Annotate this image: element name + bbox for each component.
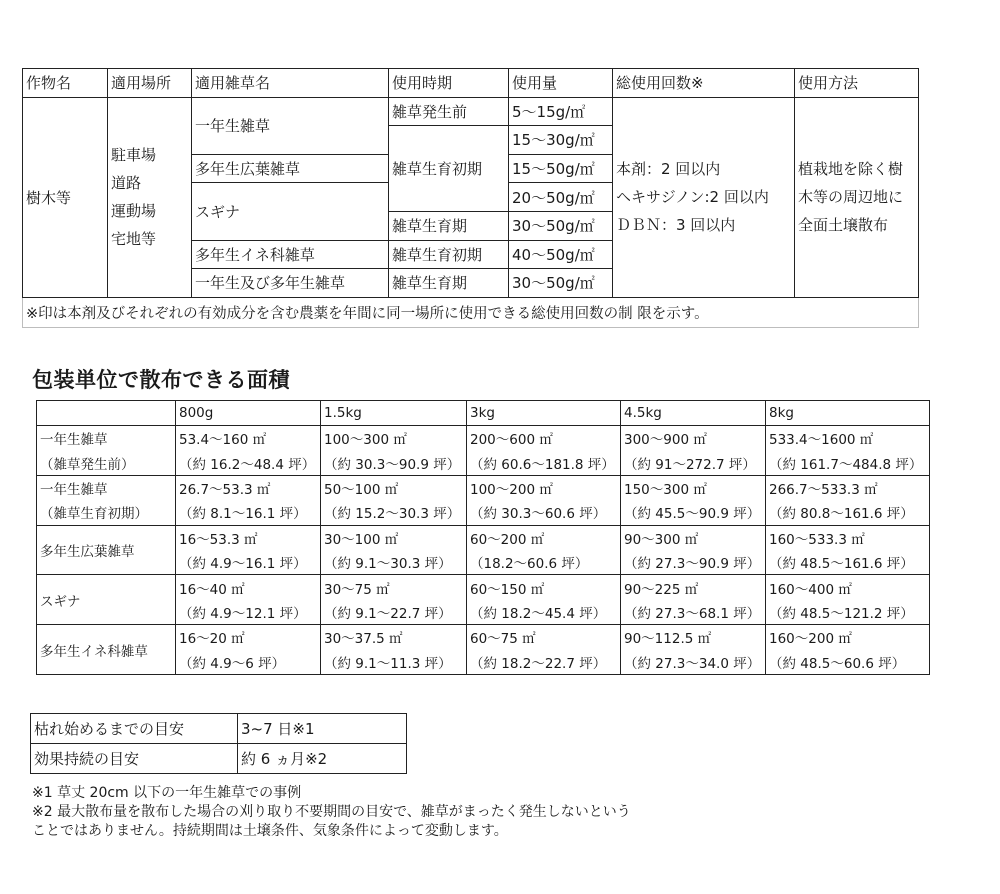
header-place: 適用場所: [108, 69, 192, 98]
area-value-sqm: 100～200 ㎡: [467, 475, 621, 500]
area-value-tsubo: （約 8.1～16.1 坪）: [176, 500, 321, 525]
area-header-4-5kg: 4.5kg: [621, 401, 766, 426]
area-value-tsubo: （約 4.9～16.1 坪）: [176, 550, 321, 575]
amount-cell: 40～50g/㎡: [509, 240, 613, 269]
footnote-line: ことではありません。持続期間は土壌条件、気象条件によって変動します。: [32, 823, 508, 839]
area-value-sqm: 60～75 ㎡: [467, 625, 621, 650]
method-line: 全面土壌散布: [798, 216, 889, 235]
area-value-sqm: 266.7～533.3 ㎡: [766, 475, 930, 500]
usage-note: ※印は本剤及びそれぞれの有効成分を含む農薬を年間に同一場所に使用できる総使用回数の制 限を示す。: [23, 297, 919, 327]
area-value-sqm: 90～112.5 ㎡: [621, 625, 766, 650]
area-value-sqm: 533.4～1600 ㎡: [766, 426, 930, 451]
area-value-sqm: 50～100 ㎡: [321, 475, 467, 500]
weed-cell: 一年生雑草: [192, 97, 389, 154]
time-cell: 雑草発生前: [389, 97, 509, 126]
method-line: 植栽地を除く樹: [798, 160, 904, 179]
header-crop: 作物名: [23, 69, 108, 98]
footnote-line: ※1 草丈 20cm 以下の一年生雑草での事例: [32, 785, 302, 801]
count-line: ＤＢＮ：3 回以内: [616, 216, 736, 235]
place-item: 道路: [111, 174, 142, 193]
area-value-tsubo: （約 48.5～161.6 坪）: [766, 550, 930, 575]
time-cell: 雑草生育初期: [389, 126, 509, 212]
area-value-sqm: 160～533.3 ㎡: [766, 525, 930, 550]
area-value-tsubo: （約 30.3～60.6 坪）: [467, 500, 621, 525]
weed-cell: 多年生広葉雑草: [192, 154, 389, 183]
header-weed: 適用雑草名: [192, 69, 389, 98]
area-value-tsubo: （約 45.5～90.9 坪）: [621, 500, 766, 525]
area-value-sqm: 160～400 ㎡: [766, 575, 930, 600]
area-value-tsubo: （約 48.5～121.2 坪）: [766, 600, 930, 625]
amount-cell: 5～15g/㎡: [509, 97, 613, 126]
count-line: ヘキサジノン:2 回以内: [616, 188, 769, 207]
guide-value: 3~7 日※1: [238, 714, 407, 744]
area-value-tsubo: （約 9.1～30.3 坪）: [321, 550, 467, 575]
area-value-tsubo: （約 4.9～12.1 坪）: [176, 600, 321, 625]
area-value-sqm: 26.7～53.3 ㎡: [176, 475, 321, 500]
area-value-sqm: 160～200 ㎡: [766, 625, 930, 650]
area-value-tsubo: （約 161.7～484.8 坪）: [766, 450, 930, 475]
area-row-label: 一年生雑草: [37, 426, 176, 451]
amount-cell: 30～50g/㎡: [509, 211, 613, 240]
area-row-label: スギナ: [37, 575, 176, 625]
area-value-tsubo: （約 18.2～45.4 坪）: [467, 600, 621, 625]
area-row-label: 多年生広葉雑草: [37, 525, 176, 575]
area-row-label: 一年生雑草: [37, 475, 176, 500]
area-value-tsubo: （約 91～272.7 坪）: [621, 450, 766, 475]
area-value-sqm: 200～600 ㎡: [467, 426, 621, 451]
area-row-sublabel: （雑草生育初期）: [37, 500, 176, 525]
area-value-sqm: 90～300 ㎡: [621, 525, 766, 550]
guide-value: 約 6 ヵ月※2: [238, 744, 407, 774]
method-line: 木等の周辺地に: [798, 188, 904, 207]
area-value-sqm: 30～37.5 ㎡: [321, 625, 467, 650]
guide-table: [30, 713, 407, 774]
area-value-tsubo: （約 27.3～34.0 坪）: [621, 650, 766, 675]
area-value-tsubo: （約 18.2～22.7 坪）: [467, 650, 621, 675]
area-value-sqm: 30～75 ㎡: [321, 575, 467, 600]
guide-row: [31, 744, 407, 774]
area-value-tsubo: （約 4.9～6 坪）: [176, 650, 321, 675]
time-cell: 雑草生育初期: [389, 240, 509, 269]
area-value-tsubo: （約 9.1～22.7 坪）: [321, 600, 467, 625]
area-value-sqm: 60～200 ㎡: [467, 525, 621, 550]
place-item: 宅地等: [111, 230, 157, 249]
count-cell: [613, 97, 795, 297]
crop-cell: 樹木等: [23, 97, 108, 297]
guide-key: 枯れ始めるまでの目安: [31, 714, 238, 744]
header-method: 使用方法: [795, 69, 919, 98]
place-cell: [108, 97, 192, 297]
place-item: 運動場: [111, 202, 157, 221]
area-value-sqm: 30～100 ㎡: [321, 525, 467, 550]
header-count: 総使用回数※: [613, 69, 795, 98]
footnote-line: ※2 最大散布量を散布した場合の刈り取り不要期間の目安で、雑草がまったく発生しないという: [32, 804, 631, 820]
area-value-sqm: 16～53.3 ㎡: [176, 525, 321, 550]
area-header-row: [37, 401, 930, 426]
method-cell: [795, 97, 919, 297]
usage-table: [22, 68, 919, 328]
area-value-sqm: 90～225 ㎡: [621, 575, 766, 600]
place-item: 駐車場: [111, 146, 157, 165]
amount-cell: 15～50g/㎡: [509, 154, 613, 183]
area-value-sqm: 150～300 ㎡: [621, 475, 766, 500]
area-value-tsubo: （約 30.3～90.9 坪）: [321, 450, 467, 475]
area-value-tsubo: （約 15.2～30.3 坪）: [321, 500, 467, 525]
amount-cell: 15～30g/㎡: [509, 126, 613, 155]
area-header-8kg: 8kg: [766, 401, 930, 426]
area-value-tsubo: （約 60.6～181.8 坪）: [467, 450, 621, 475]
area-heading: 包装単位で散布できる面積: [32, 368, 290, 392]
area-value-tsubo: （約 80.8～161.6 坪）: [766, 500, 930, 525]
time-cell: 雑草生育期: [389, 211, 509, 240]
usage-header-row: [23, 69, 919, 98]
area-row-label: 多年生イネ科雑草: [37, 625, 176, 675]
amount-cell: 20～50g/㎡: [509, 183, 613, 212]
area-header-3kg: 3kg: [467, 401, 621, 426]
guide-key: 効果持続の目安: [31, 744, 238, 774]
area-value-sqm: 100～300 ㎡: [321, 426, 467, 451]
area-value-tsubo: （約 48.5～60.6 坪）: [766, 650, 930, 675]
weed-cell: スギナ: [192, 183, 389, 240]
area-value-sqm: 53.4～160 ㎡: [176, 426, 321, 451]
area-header-blank: [37, 401, 176, 426]
count-line: 本剤：2 回以内: [616, 160, 721, 179]
guide-row: [31, 714, 407, 744]
area-value-sqm: 300～900 ㎡: [621, 426, 766, 451]
footnotes: [32, 784, 631, 841]
area-value-tsubo: （約 27.3～68.1 坪）: [621, 600, 766, 625]
weed-cell: 一年生及び多年生雑草: [192, 269, 389, 298]
area-header-1-5kg: 1.5kg: [321, 401, 467, 426]
area-value-sqm: 16～40 ㎡: [176, 575, 321, 600]
area-value-tsubo: （約 27.3～90.9 坪）: [621, 550, 766, 575]
header-amount: 使用量: [509, 69, 613, 98]
area-value-tsubo: （18.2～60.6 坪）: [467, 550, 621, 575]
area-row-sublabel: （雑草発生前）: [37, 450, 176, 475]
header-time: 使用時期: [389, 69, 509, 98]
area-value-tsubo: （約 16.2～48.4 坪）: [176, 450, 321, 475]
time-cell: 雑草生育期: [389, 269, 509, 298]
area-table: [36, 400, 930, 675]
area-header-800g: 800g: [176, 401, 321, 426]
area-value-sqm: 16～20 ㎡: [176, 625, 321, 650]
area-value-tsubo: （約 9.1～11.3 坪）: [321, 650, 467, 675]
weed-cell: 多年生イネ科雑草: [192, 240, 389, 269]
area-value-sqm: 60～150 ㎡: [467, 575, 621, 600]
amount-cell: 30～50g/㎡: [509, 269, 613, 298]
